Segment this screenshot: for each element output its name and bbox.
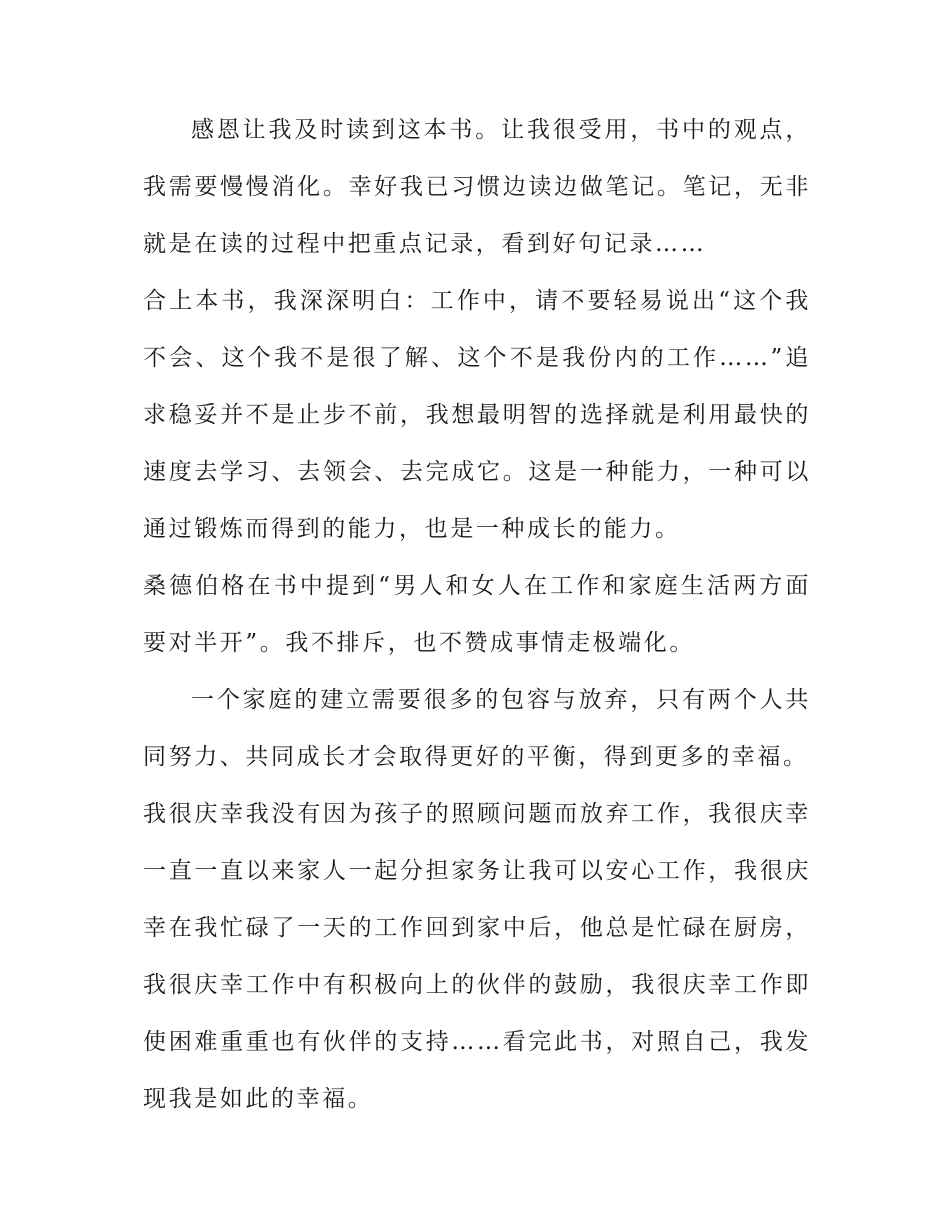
paragraph-work-ability: 合上本书，我深深明白：工作中，请不要轻易说出“这个我不会、这个我不是很了解、这个不是我份内的工作……”追求稳妥并不是止步不前，我想最明智的选择就是利用最快的速度去学习、去领会、去完成它。这是一种能力，一种可以通过锻炼而得到的能力，也是一种成长的能力。 — [143, 288, 811, 542]
paragraph-gratefulness: 我很庆幸我没有因为孩子的照顾问题而放弃工作，我很庆幸一直一直以来家人一起分担家务让我可以安心工作，我很庆幸在我忙碌了一天的工作回到家中后，他总是忙碌在厨房，我很庆幸工作中有积极向上的伙伴的鼓励，我很庆幸工作即使困难重重也有伙伴的支持……看完此书，对照自己，我发现我是如此的幸福。 — [143, 801, 811, 1112]
paragraph-family-balance: 一个家庭的建立需要很多的包容与放弃，只有两个人共同努力、共同成长才会取得更好的平衡，得到更多的幸福。 — [143, 687, 811, 770]
paragraph-sandberg-quote: 桑德伯格在书中提到“男人和女人在工作和家庭生活两方面要对半开”。我不排斥，也不赞成事情走极端化。 — [143, 573, 811, 656]
paragraph-gratitude: 感恩让我及时读到这本书。让我很受用，书中的观点，我需要慢慢消化。幸好我已习惯边读边做笔记。笔记，无非就是在读的过程中把重点记录，看到好句记录…… — [143, 117, 811, 257]
document-body — [143, 102, 811, 1128]
